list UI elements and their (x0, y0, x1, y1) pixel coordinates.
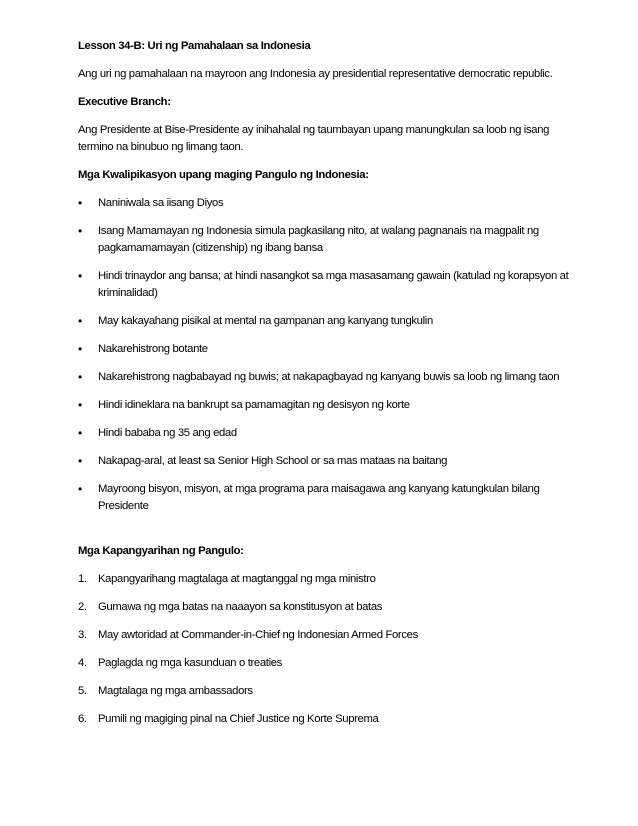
qualification-item (78, 453, 578, 470)
qualification-text: Nakarehistrong nagbabayad ng buwis; at nakapagbayad ng kanyang buwis sa loob ng limang taon (98, 371, 560, 383)
qualification-item (78, 425, 578, 442)
bullet-icon: • (78, 482, 82, 496)
qualification-text: Mayroong bisyon, misyon, at mga programa para maisagawa ang kanyang katungkulan bilang Presidente (98, 483, 540, 512)
qualification-item (78, 397, 578, 414)
power-item (78, 571, 578, 588)
qualification-item (78, 369, 578, 386)
bullet-icon: • (78, 224, 82, 238)
power-text: Gumawa ng mga batas na naaayon sa konstitusyon at batas (98, 601, 383, 613)
power-number: 6. (78, 713, 87, 725)
qualification-text: Hindi idineklara na bankrupt sa pamamagitan ng desisyon ng korte (98, 399, 410, 411)
qualification-item (78, 341, 578, 358)
section-spacer (78, 526, 578, 543)
qualification-item (78, 313, 578, 330)
powers-list (78, 571, 578, 728)
qualification-text: Nakarehistrong botante (98, 343, 208, 355)
power-number: 2. (78, 601, 87, 613)
bullet-icon: • (78, 269, 82, 283)
power-item (78, 711, 578, 728)
qualification-item (78, 223, 578, 257)
document-page (78, 38, 578, 739)
bullet-icon: • (78, 314, 82, 328)
qualification-text: Hindi trinaydor ang bansa; at hindi nasangkot sa mga masasamang gawain (katulad ng korapsyon at kriminalidad) (98, 270, 569, 299)
bullet-icon: • (78, 426, 82, 440)
bullet-icon: • (78, 196, 82, 210)
qualifications-heading: Mga Kwalipikasyon upang maging Pangulo ng Indonesia: (78, 169, 369, 181)
executive-heading: Executive Branch: (78, 96, 171, 108)
bullet-icon: • (78, 370, 82, 384)
qualification-item (78, 195, 578, 212)
qualifications-list (78, 195, 578, 515)
bullet-icon: • (78, 398, 82, 412)
power-text: Magtalaga ng mga ambassadors (98, 685, 253, 697)
qualification-text: Naniniwala sa iisang Diyos (98, 197, 224, 209)
qualification-text: Hindi bababa ng 35 ang edad (98, 427, 237, 439)
power-text: May awtoridad at Commander-in-Chief ng Indonesian Armed Forces (98, 629, 418, 641)
qualification-text: Nakapag-aral, at least sa Senior High School or sa mas mataas na baitang (98, 455, 448, 467)
lesson-title: Lesson 34-B: Uri ng Pamahalaan sa Indonesia (78, 40, 311, 52)
power-text: Paglagda ng mga kasunduan o treaties (98, 657, 282, 669)
power-text: Kapangyarihang magtalaga at magtanggal ng mga ministro (98, 573, 376, 585)
bullet-icon: • (78, 454, 82, 468)
power-number: 3. (78, 629, 87, 641)
qualification-text: May kakayahang pisikal at mental na gampanan ang kanyang tungkulin (98, 315, 433, 327)
qualification-item (78, 268, 578, 302)
executive-paragraph: Ang Presidente at Bise-Presidente ay inihahalal ng taumbayan upang manungkulan sa loob ng isang termino na binubuo ng limang taon. (78, 124, 550, 153)
power-number: 4. (78, 657, 87, 669)
power-text: Pumili ng magiging pinal na Chief Justice ng Korte Suprema (98, 713, 379, 725)
power-item (78, 683, 578, 700)
intro-paragraph: Ang uri ng pamahalaan na mayroon ang Indonesia ay presidential representative democratic republic. (78, 68, 553, 80)
power-item (78, 627, 578, 644)
qualification-item (78, 481, 578, 515)
power-number: 5. (78, 685, 87, 697)
power-item (78, 655, 578, 672)
power-number: 1. (78, 573, 87, 585)
qualification-text: Isang Mamamayan ng Indonesia simula pagkasilang nito, at walang pagnanais na magpalit ng pagkamamamayan (citizenship) ng ibang bansa (98, 225, 539, 254)
bullet-icon: • (78, 342, 82, 356)
powers-heading: Mga Kapangyarihan ng Pangulo: (78, 545, 244, 557)
power-item (78, 599, 578, 616)
